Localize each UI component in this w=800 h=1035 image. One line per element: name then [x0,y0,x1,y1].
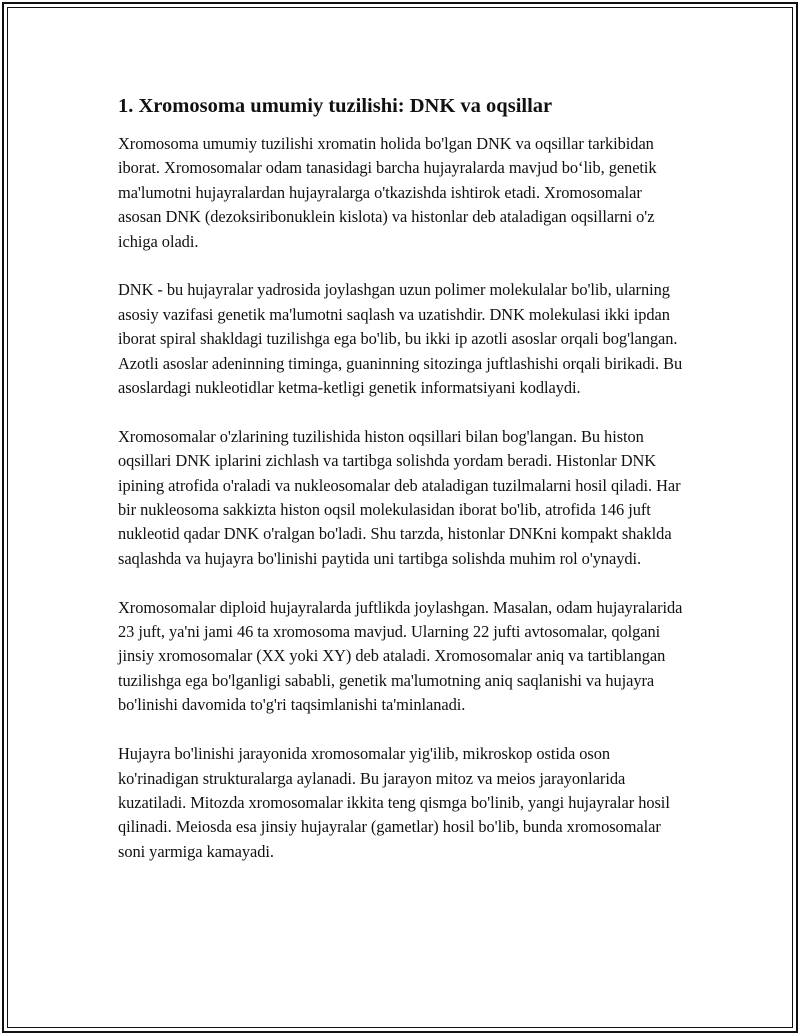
paragraph-intro: Xromosoma umumiy tuzilishi xromatin holida bo'lgan DNK va oqsillar tarkibidan iborat. Xromosomalar odam tanasidagi barcha hujayralarda mavjud bo‘lib, genetik ma'lumotni hujayralardan hujayralarga o'tkazishda ishtirok etadi. Xromosomalar asosan DNK (dezoksiribonuklein kislota) va histonlar deb ataladigan oqsillarni o'z ichiga oladi. [118,134,657,251]
paragraph-bolinish: Hujayra bo'linishi jarayonida xromosomalar yig'ilib, mikroskop ostida oson ko'rinadigan strukturalarga aylanadi. Bu jarayon mitoz va meios jarayonlarida kuzatiladi. Mitozda xromosomalar ikkita teng qismga bo'linib, yangi hujayralar hosil qilinadi. Meiosda esa jinsiy hujayralar (gametlar) hosil bo'lib, bunda xromosomalar soni yarmiga kamayadi. [118,744,670,861]
section-heading: 1. Xromosoma umumiy tuzilishi: DNK va oqsillar [118,95,553,117]
paragraph-histon: Xromosomalar o'zlarining tuzilishida histon oqsillari bilan bog'langan. Bu histon oqsillari DNK iplarini zichlash va tartibga solishda yordam beradi. Histonlar DNK ipining atrofida o'raladi va nukleosomalar deb ataladigan tuzilmalarni hosil qiladi. Har bir nukleosoma sakkizta histon oqsil molekulasidan iborat bo'lib, atrofida 146 juft nukleotid qadar DNK o'ralgan bo'ladi. Shu tarzda, histonlar DNKni kompakt shaklda saqlashda va hujayra bo'linishi paytida uni tartibga solishda muhim rol o'ynaydi. [118,426,681,568]
paragraph-dnk: DNK - bu hujayralar yadrosida joylashgan uzun polimer molekulalar bo'lib, ularning asosiy vazifasi genetik ma'lumotni saqlash va uzatishdir. DNK molekulasi ikki ipdan iborat spiral shakldagi tuzilishga ega bo'lib, bu ikki ip azotli asoslar orqali bog'langan. Azotli asoslar adeninning timinga, guaninning sitozinga juftlashishi orqali birikadi. Bu asoslardagi nukleotidlar ketma-ketligi genetik informatsiyani kodlaydi. [118,280,683,398]
paragraph-diploid: Xromosomalar diploid hujayralarda juftlikda joylashgan. Masalan, odam hujayralarida 23 juft, ya'ni jami 46 ta xromosoma mavjud. Ularning 22 jufti avtosomalar, qolgani jinsiy xromosomalar (XX yoki XY) deb ataladi. Xromosomalar aniq va tartiblangan tuzilishga ega bo'lganligi sababli, genetik ma'lumotning aniq saqlanishi va hujayra bo'linishi davomida to'g'ri taqsimlanishi ta'minlanadi. [118,597,683,715]
document-body [118,92,688,889]
